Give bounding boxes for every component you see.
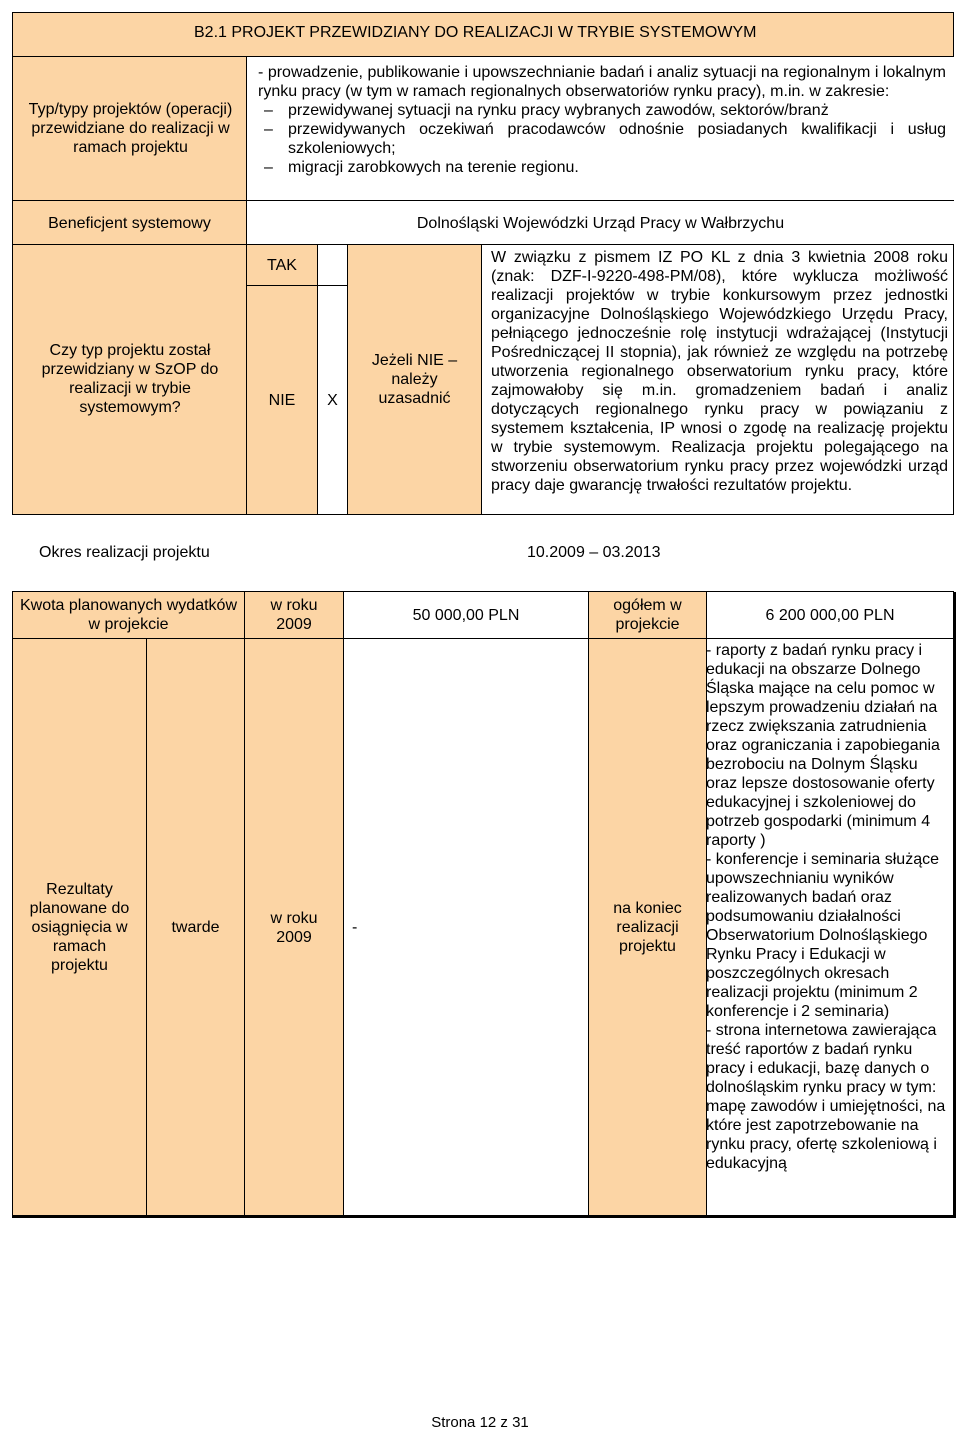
- nie-checkbox[interactable]: X: [317, 285, 348, 515]
- beneficjent-label: Beneficjent systemowy: [48, 214, 211, 232]
- nie-cell: NIE: [246, 285, 318, 515]
- kwota-w-roku-label: w roku 2009: [244, 591, 344, 639]
- beneficjent-value: Dolnośląski Wojewódzki Urząd Pracy w Wałbrzychu: [416, 214, 785, 232]
- typ-item: – przewidywanej sytuacji na rynku pracy wybranych zawodów, sektorów/branż: [258, 101, 946, 120]
- uzasadnienie-text: W związku z pismem IZ PO KL z dnia 3 kwietnia 2008 roku (znak: DZF-I-9220-498-PM/08), które wyklucza możliwość realizacji projektów w trybie konkursowym przez jednostki organizacyjne Dolnośląskiego Wojewódzkiego Urzędu Pracy, pełniącego jednocześnie rolę instytucji wdrażającej (Instytucji Pośredniczącej II stopnia), jak również ze względu na potrzebę utworzenia regionalnego obserwatorium rynku pracy, które zajmowałoby się m.in. gromadzeniem badań i analiz dotyczących regionalnego rynku pracy w powiązaniu z systemem kształcenia, IP wnosi o zgodę na realizację projektu w trybie systemowym. Realizacja projektu polegającego na stworzeniu obserwatorium rynku pracy przez wojewódzki urząd pracy daje gwarancję trwałości rezultatów projektu.: [491, 249, 948, 494]
- typ-intro: - prowadzenie, publikowanie i upowszechnianie badań i analiz sytuacji na regionalnym i lokalnym rynku pracy (w tym w ramach regionalnych obserwatoriów rynku pracy), m.in. w zakresie:: [258, 64, 946, 100]
- kwota-ogolem-value: 6 200 000,00 PLN: [706, 591, 954, 639]
- section-title: B2.1 PROJEKT PRZEWIDZIANY DO REALIZACJI W TRYBIE SYSTEMOWYM: [194, 24, 757, 41]
- jezeli-nie-label: Jeżeli NIE – należy uzasadnić: [347, 244, 482, 515]
- typ-item: – przewidywanych oczekiwań pracodawców odnośnie posiadanych kwalifikacji i usług szkoleniowych;: [258, 120, 946, 158]
- rezultaty-na-koniec-label: na koniec realizacji projektu: [588, 638, 707, 1217]
- rezultaty-na-koniec-value: - raporty z badań rynku pracy i edukacji na obszarze Dolnego Śląska mające na celu pomoc w lepszym prowadzeniu działań na rzecz zwiększania zatrudnienia oraz ograniczania i zapobiegania bezrobociu na Dolnym Śląsku oraz lepsze dostosowanie oferty edukacyjnej i szkoleniowej do potrzeb gospodarki (minimum 4 raporty ) - konferencje i seminaria służące upowszechnianiu wyników realizowanych badań oraz podsumowaniu działalności Obserwatorium Dolnośląskiego Rynku Pracy i Edukacji w poszczególnych okresach realizacji projektu (minimum 2 konferencje i 2 seminaria) - strona internetowa zawierająca treść raportów z badań rynku pracy i edukacji, bazę danych o dolnośląskim rynku pracy w tym: mapę zawodów i umiejętności, na które jest zapotrzebowanie na rynku pracy, ofertę szkoleniową i edukacyjną: [706, 642, 946, 1172]
- page-footer: Strona 12 z 31: [431, 1414, 529, 1431]
- kwota-label: Kwota planowanych wydatków w projekcie: [12, 591, 245, 639]
- tak-cell: TAK: [246, 244, 318, 286]
- typ-content: [258, 63, 946, 177]
- kwota-ogolem-label: ogółem w projekcie: [588, 591, 707, 639]
- typ-item: – migracji zarobkowych na terenie regionu.: [258, 158, 946, 177]
- typ-list: [258, 101, 946, 177]
- row-divider: [12, 200, 954, 201]
- table-shadow-bottom: [12, 1215, 956, 1218]
- tak-checkbox[interactable]: [317, 244, 348, 286]
- rezultaty-w-roku-label: w roku 2009: [244, 638, 344, 1217]
- rezultaty-type: twarde: [146, 638, 245, 1217]
- rezultaty-label: Rezultaty planowane do osiągnięcia w ramach projektu: [12, 638, 147, 1217]
- okres-value: 10.2009 – 03.2013: [527, 544, 661, 561]
- okres-label: Okres realizacji projektu: [39, 544, 210, 561]
- rezultaty-w-roku-value: -: [352, 919, 358, 936]
- systemowy-label: Czy typ projektu został przewidziany w SzOP do realizacji w trybie systemowym?: [41, 342, 219, 416]
- table-shadow-right: [953, 592, 956, 1218]
- typ-label: Typ/typy projektów (operacji) przewidziane do realizacji w ramach projektu: [28, 100, 233, 156]
- kwota-w-roku-value: 50 000,00 PLN: [343, 591, 589, 639]
